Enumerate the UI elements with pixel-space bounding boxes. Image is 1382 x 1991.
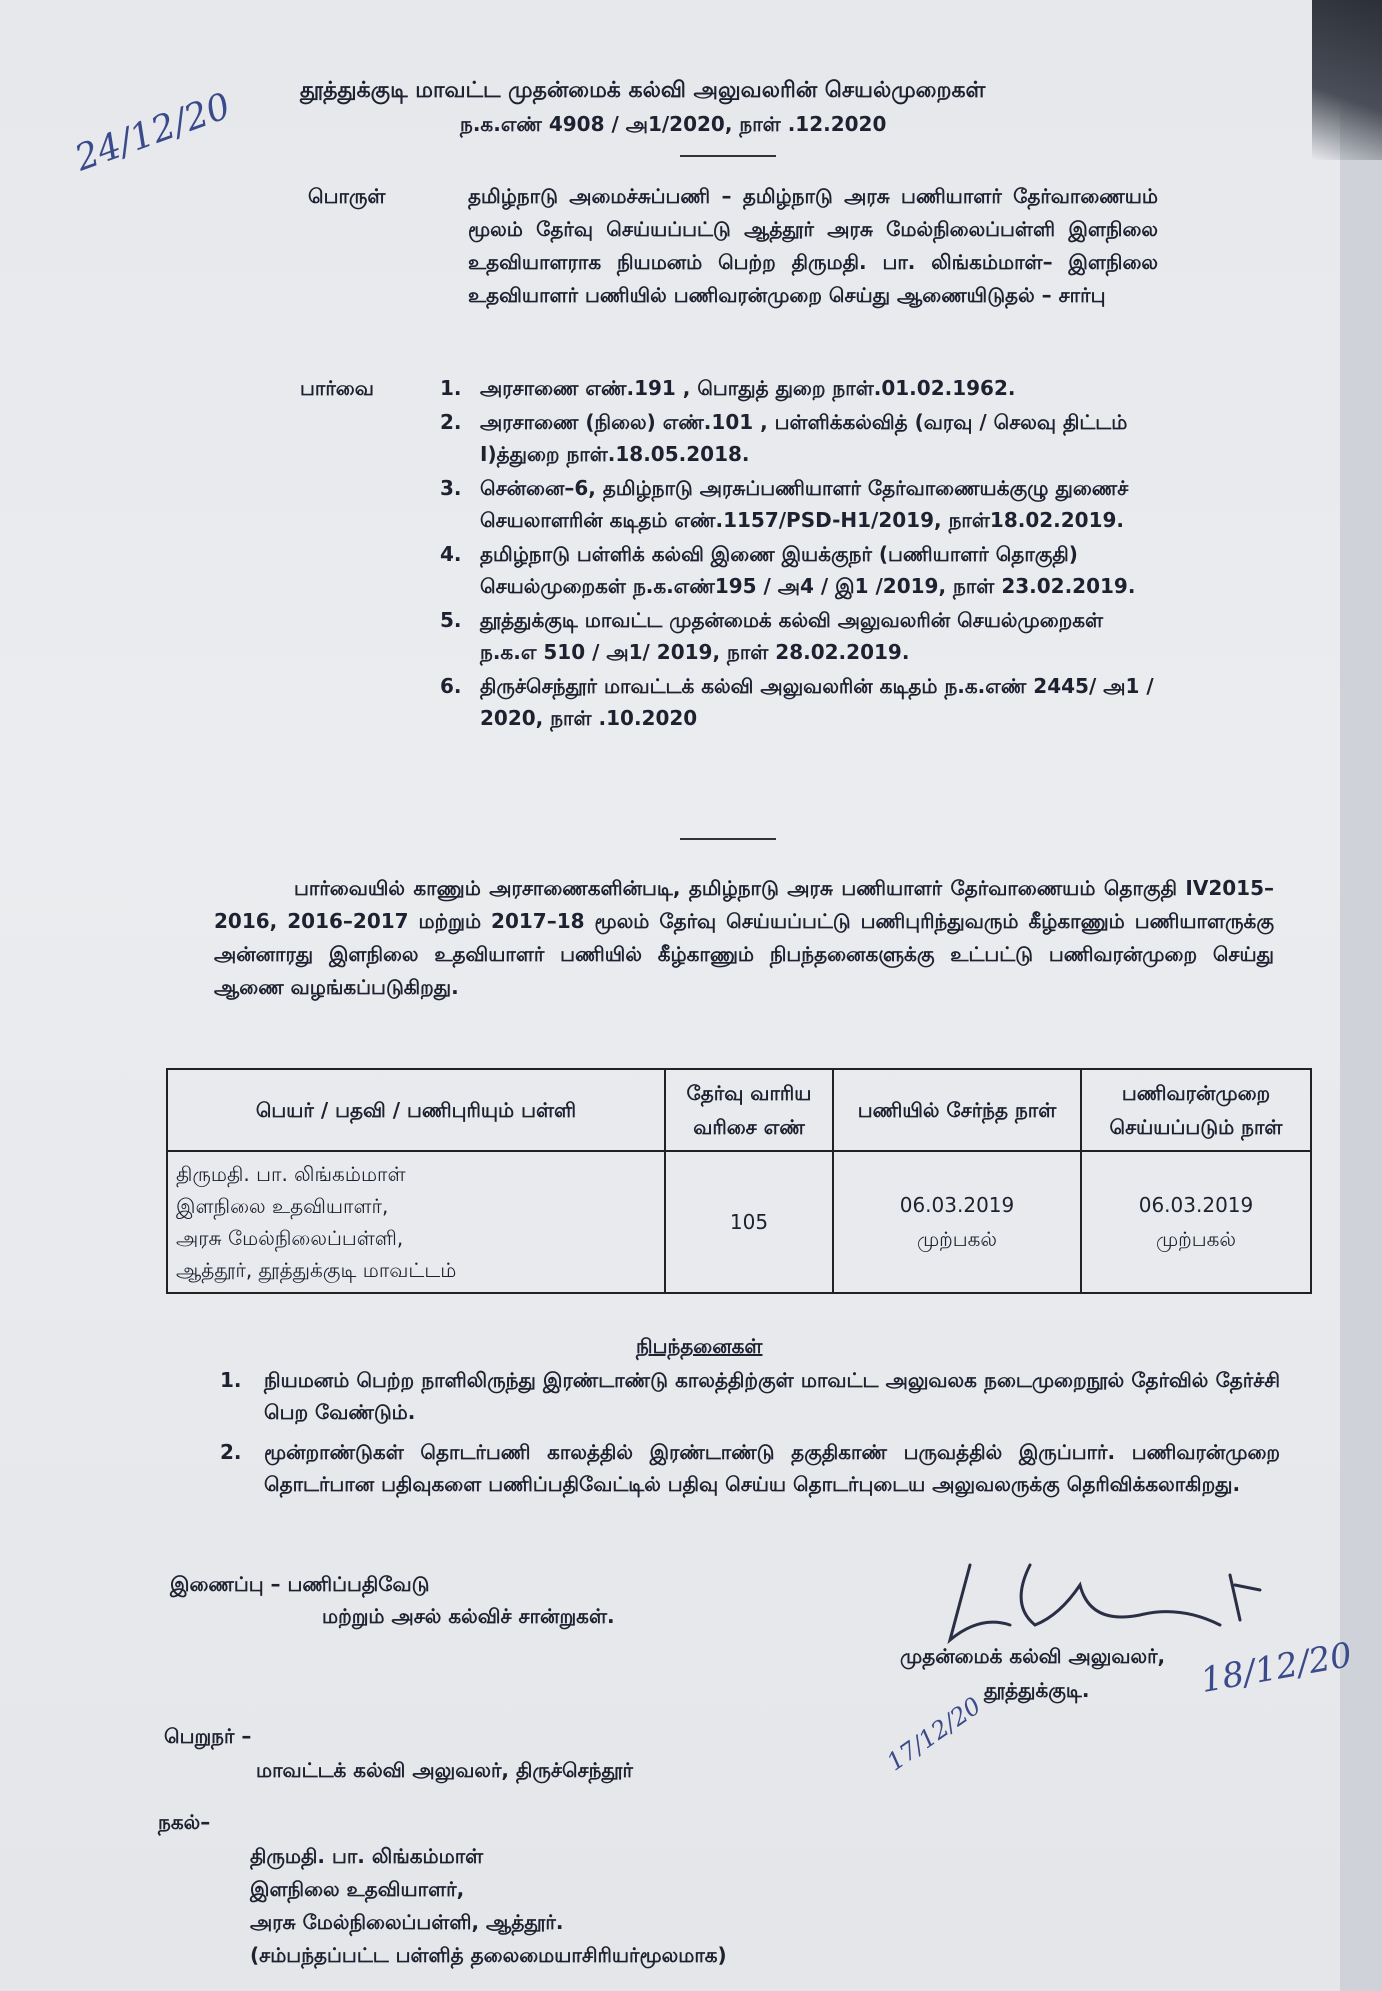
- signatory-designation: முதன்மைக் கல்வி அலுவலர்,: [900, 1644, 1166, 1668]
- references-divider: [680, 838, 776, 840]
- recipient-text: மாவட்டக் கல்வி அலுவலர், திருச்செந்தூர்: [256, 1758, 633, 1782]
- reference-item: 1. அரசாணை எண்.191 , பொதுத் துறை நாள்.01.02.1962.: [440, 376, 1016, 400]
- table-header-row: [167, 1069, 1311, 1151]
- copy-line: (சம்பந்தப்பட்ட பள்ளித் தலைமையாசிரியர்மூலமாக): [250, 1943, 727, 1967]
- regularization-date-cell: 06.03.2019 முற்பகல்: [1081, 1151, 1311, 1293]
- enclosure-line-2: மற்றும் அசல் கல்விச் சான்றுகள்.: [322, 1604, 615, 1628]
- reference-item: 3. சென்னை–6, தமிழ்நாடு அரசுப்பணியாளர் தேர்வாணையக்குழு துணைச் செயலாளரின் கடிதம் எண்.1157/PSD-H1/2019, நாள்18.02.2019.: [440, 476, 1129, 532]
- copy-label: நகல்–: [158, 1810, 211, 1834]
- reference-item: 4. தமிழ்நாடு பள்ளிக் கல்வி இணை இயக்குநர் (பணியாளர் தொகுதி) செயல்முறைகள் ந.க.எண்195 / அ4 / இ1 /2019, நாள் 23.02.2019.: [440, 542, 1136, 598]
- copy-line: அரசு மேல்நிலைப்பள்ளி, ஆத்தூர்.: [250, 1910, 564, 1934]
- reference-item: 5. தூத்துக்குடி மாவட்ட முதன்மைக் கல்வி அலுவலரின் செயல்முறைகள் ந.க.எ 510 / அ1/ 2019, நாள் 28.02.2019.: [440, 608, 1104, 664]
- reference-item: 2. அரசாணை (நிலை) எண்.101 , பள்ளிக்கல்வித் (வரவு / செலவு திட்டம் I)த்துறை நாள்.18.05.2018.: [440, 410, 1128, 466]
- join-date-cell: 06.03.2019 முற்பகல்: [833, 1151, 1081, 1293]
- document-title: தூத்துக்குடி மாவட்ட முதன்மைக் கல்வி அலுவலரின் செயல்முறைகள்: [300, 78, 986, 103]
- recipient-label: பெறுநர் –: [164, 1724, 252, 1748]
- signature: [940, 1545, 1270, 1655]
- page-edge-shadow: [1312, 0, 1382, 160]
- header-divider: [680, 155, 776, 157]
- reference-number-line: ந.க.எண் 4908 / அ1/2020, நாள் .12.2020: [460, 112, 887, 136]
- column-header-join-date: பணியில் சேர்ந்த நாள்: [833, 1069, 1081, 1151]
- table-row: [167, 1151, 1311, 1293]
- employee-details-cell: திருமதி. பா. லிங்கம்மாள் இளநிலை உதவியாளர், அரசு மேல்நிலைப்பள்ளி, ஆத்தூர், தூத்துக்குடி மாவட்டம்: [167, 1151, 665, 1293]
- reference-item: 6. திருச்செந்தூர் மாவட்டக் கல்வி அலுவலரின் கடிதம் ந.க.எண் 2445/ அ1 / 2020, நாள் .10.2020: [440, 674, 1154, 730]
- references-label: பார்வை: [300, 376, 374, 400]
- condition-item: 1. நியமனம் பெற்ற நாளிலிருந்து இரண்டாண்டு காலத்திற்குள் மாவட்ட அலுவலக நடைமுறைநூல் தேர்வில் தேர்ச்சி பெற வேண்டும்.: [220, 1368, 1280, 1424]
- handwritten-signature-date: 18/12/20: [1197, 1635, 1356, 1701]
- conditions-heading: நிபந்தனைகள்: [636, 1334, 763, 1358]
- handwritten-date-top: 24/12/20: [69, 85, 236, 180]
- subject-text: தமிழ்நாடு அமைச்சுப்பணி – தமிழ்நாடு அரசு பணியாளர் தேர்வாணையம் மூலம் தேர்வு செய்யப்பட்டு ஆத்தூர் அரசு மேல்நிலைப்பள்ளி இளநிலை உதவியாளராக நியமனம் பெற்ற திருமதி. பா. லிங்கம்மாள்– இளநிலை உதவியாளர் பணியில் பணிவரன்முறை செய்து ஆணையிடுதல் – சார்பு: [468, 184, 1158, 307]
- copy-line: இளநிலை உதவியாளர்,: [250, 1877, 465, 1901]
- copy-line: திருமதி. பா. லிங்கம்மாள்: [250, 1844, 484, 1868]
- regularization-table: [166, 1068, 1312, 1294]
- subject-label: பொருள்: [308, 184, 386, 208]
- copy-list: [250, 1840, 727, 1972]
- condition-item: 2. மூன்றாண்டுகள் தொடர்பணி காலத்தில் இரண்டாண்டு தகுதிகாண் பருவத்தில் இருப்பார். பணிவரன்முறை தொடர்பான பதிவுகளை பணிப்பதிவேட்டில் பதிவு செய்ய தொடர்புடைய அலுவலருக்கு தெரிவிக்கலாகிறது.: [220, 1440, 1280, 1496]
- signatory-place: தூத்துக்குடி.: [984, 1678, 1090, 1702]
- handwritten-initial: 17/12/20: [881, 1691, 987, 1777]
- order-paragraph: பார்வையில் காணும் அரசாணைகளின்படி, தமிழ்நாடு அரசு பணியாளர் தேர்வாணையம் தொகுதி IV2015–2016, 2016–2017 மற்றும் 2017–18 மூலம் தேர்வு செய்யப்பட்டு பணிபுரிந்துவரும் கீழ்காணும் பணியாளருக்கு அன்னாரது இளநிலை உதவியாளர் பணியில் கீழ்காணும் நிபந்தனைகளுக்கு உட்பட்டு பணிவரன்முறை செய்து ஆணை வழங்கப்படுகிறது.: [214, 876, 1274, 999]
- column-header-name: பெயர் / பதவி / பணிபுரியும் பள்ளி: [167, 1069, 665, 1151]
- column-header-regularization-date: பணிவரன்முறை செய்யப்படும் நாள்: [1081, 1069, 1311, 1151]
- enclosure-line-1: இணைப்பு – பணிப்பதிவேடு: [170, 1572, 430, 1596]
- rank-cell: 105: [665, 1151, 833, 1293]
- references-list: [440, 372, 1160, 736]
- column-header-rank: தேர்வு வாரிய வரிசை எண்: [665, 1069, 833, 1151]
